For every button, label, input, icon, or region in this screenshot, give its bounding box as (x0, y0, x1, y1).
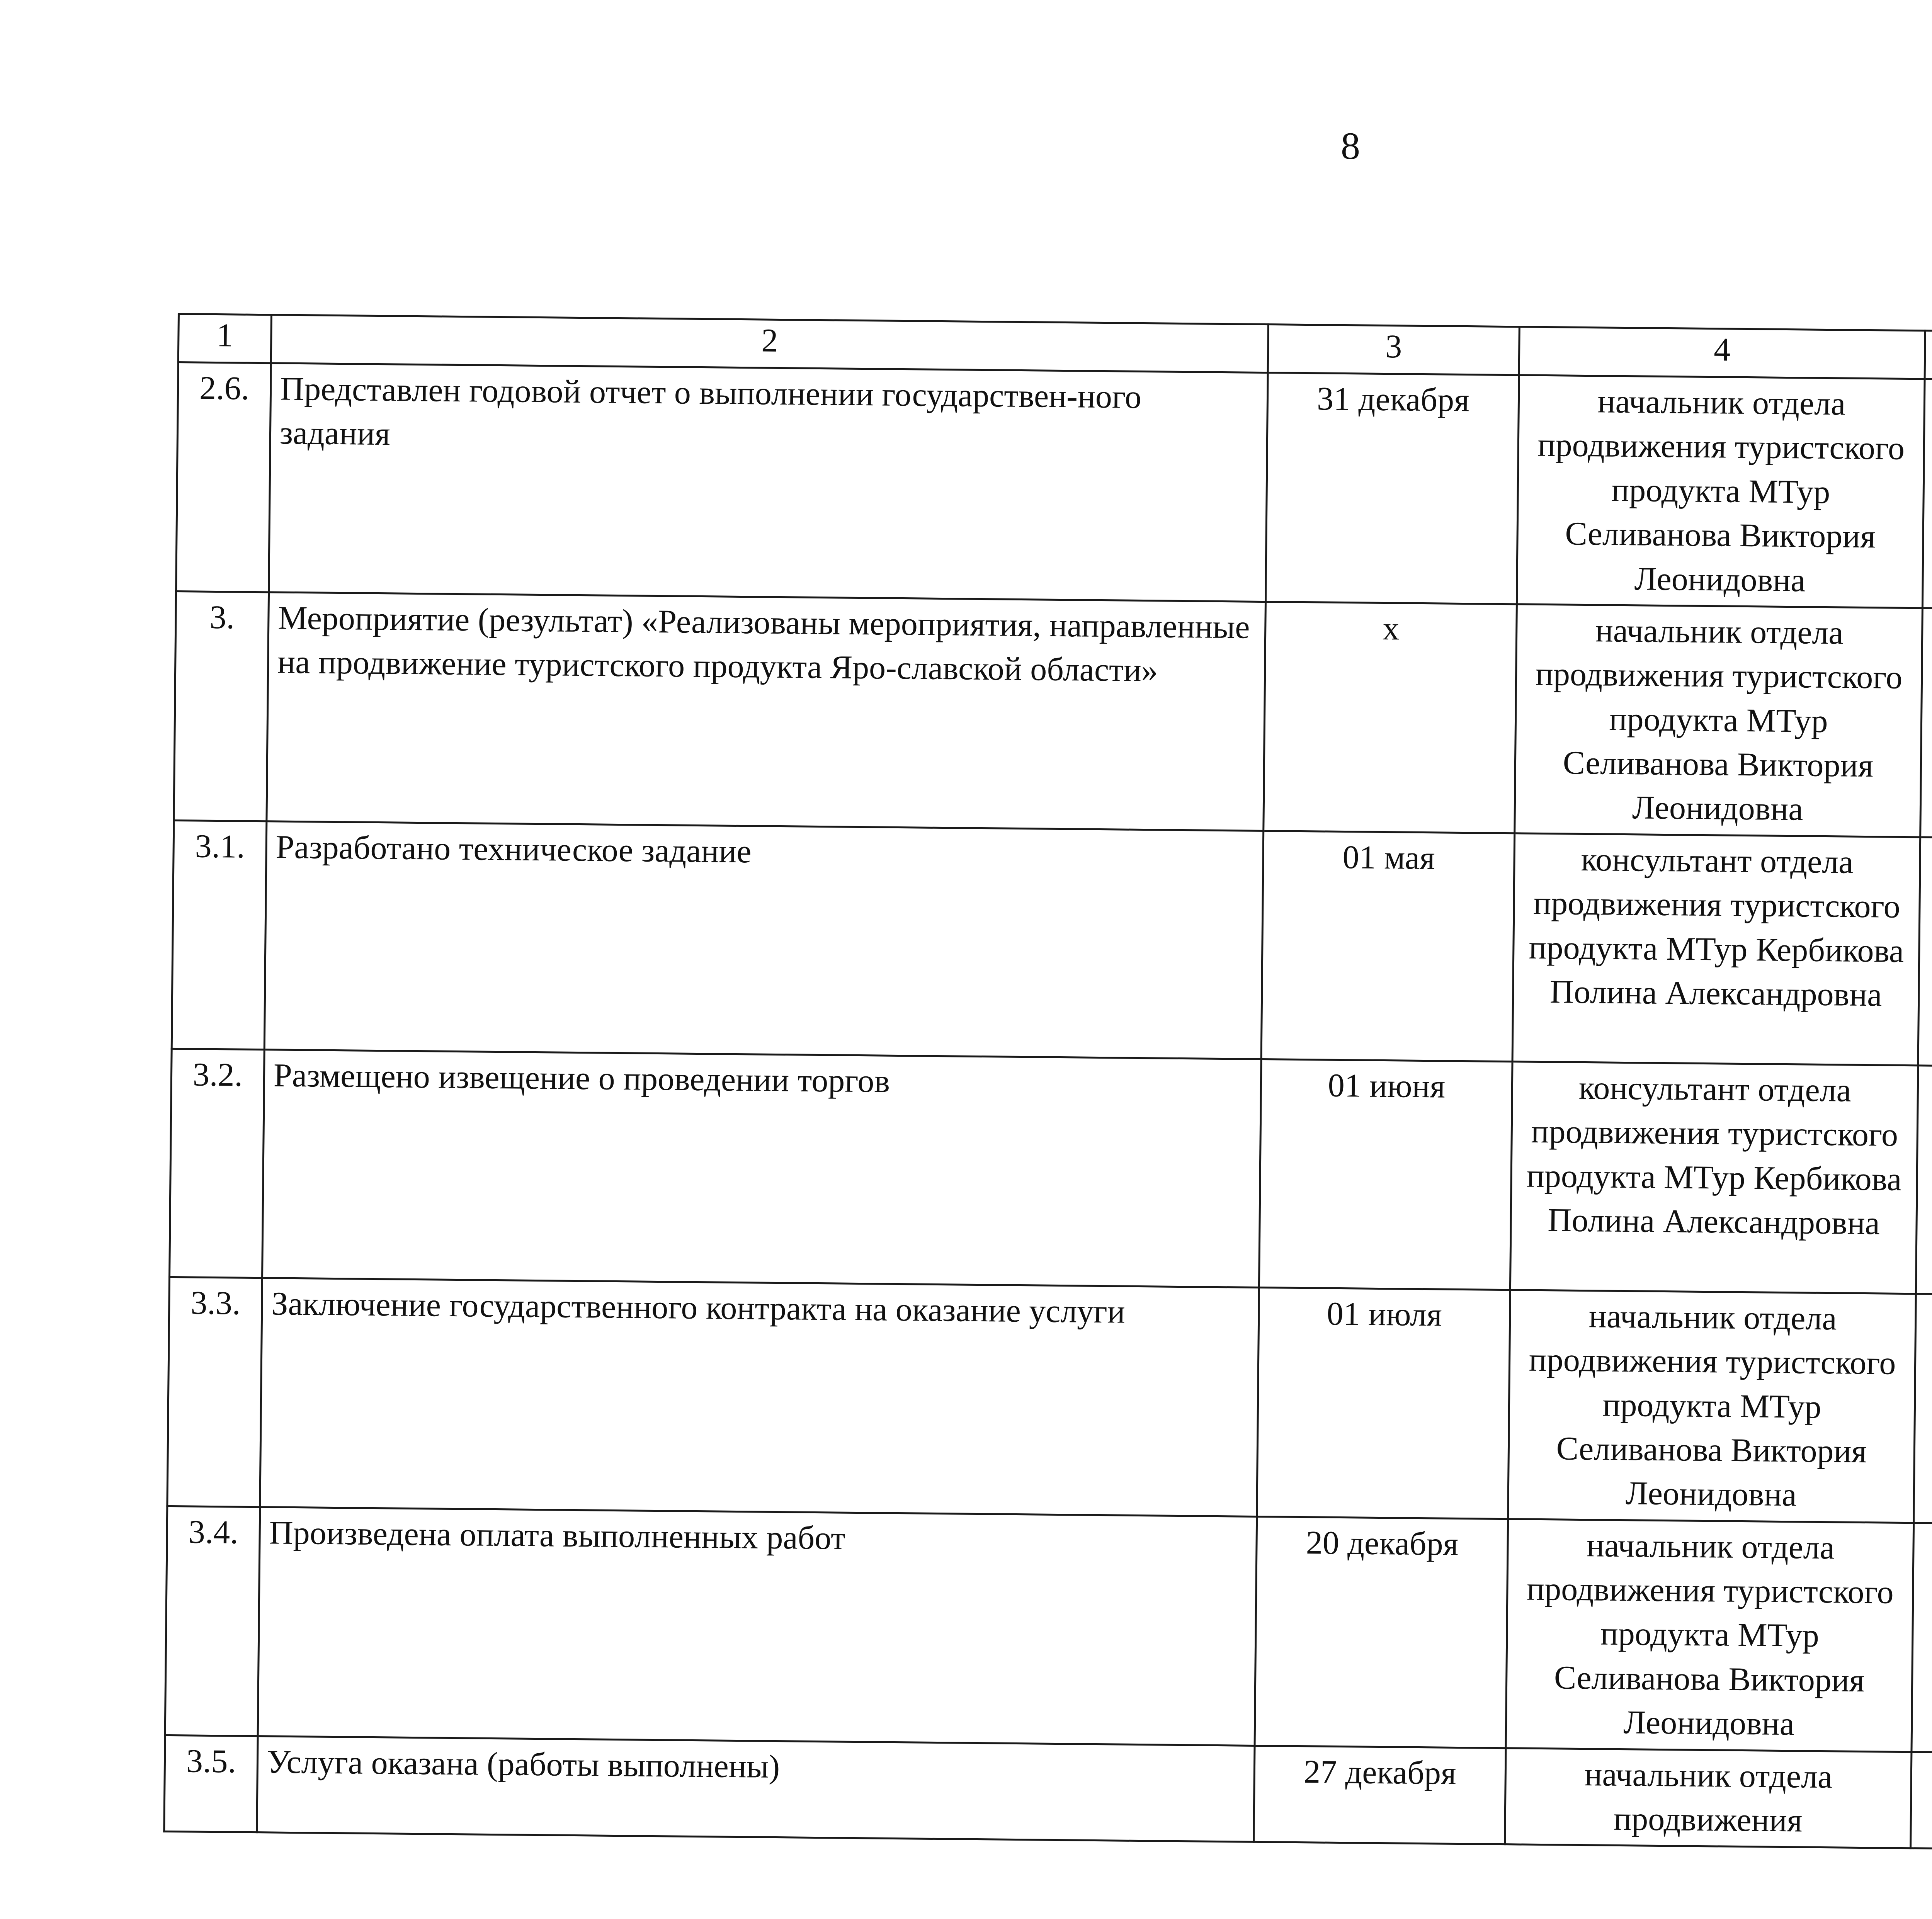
row-number: 3.1. (172, 820, 267, 1049)
page-number: 8 (1341, 124, 1360, 167)
row-name: Представлен годовой отчет о выполнении государствен-ного задания (269, 363, 1268, 602)
row-date: 01 июля (1257, 1287, 1510, 1519)
column-header: 2 (271, 315, 1268, 373)
row-document (1918, 837, 1932, 1068)
table-row (174, 591, 1932, 843)
row-name: Произведена оплата выполненных работ (258, 1507, 1257, 1746)
row-document (1916, 1066, 1932, 1297)
row-number: 3.3. (167, 1277, 262, 1507)
row-date: 01 мая (1261, 831, 1515, 1061)
row-name: Размещено извещение о проведении торгов (262, 1049, 1262, 1287)
row-number: 3.4. (165, 1506, 260, 1736)
row-date: 31 декабря (1265, 373, 1519, 604)
column-header: 4 (1519, 327, 1925, 379)
row-name: Услуга оказана (работы выполнены) (257, 1736, 1255, 1842)
table-row (176, 362, 1932, 614)
row-number: 3.2. (170, 1049, 265, 1278)
row-document (1920, 608, 1932, 840)
table-row (172, 820, 1932, 1071)
column-header: 3 (1268, 325, 1519, 375)
plan-table (163, 313, 1932, 1855)
row-date: 20 декабря (1255, 1516, 1508, 1748)
row-number: 3.5. (164, 1735, 258, 1832)
column-header (1925, 331, 1932, 382)
row-date: 01 июня (1259, 1059, 1512, 1290)
table-row (167, 1277, 1932, 1528)
table-row (170, 1049, 1932, 1299)
row-name: Мероприятие (результат) «Реализованы мероприятия, направленные на продвижение туристского продукта Яро-славской области» (267, 592, 1266, 831)
row-responsible: начальник отдела продвижения (1505, 1748, 1912, 1848)
row-document (1911, 1752, 1932, 1851)
row-name: Заключение государственного контракта на оказание услуги (260, 1278, 1259, 1516)
row-responsible: консультант отдела продвижения туристского продукта МТур Кербикова Полина Александровна (1510, 1061, 1918, 1293)
column-header: 1 (178, 314, 271, 363)
row-number: 3. (174, 591, 269, 821)
table-row (164, 1735, 1932, 1854)
row-responsible: начальник отдела продвижения туристского продукта МТур Селиванова Виктория Леонидовна (1517, 375, 1925, 608)
row-document (1912, 1523, 1932, 1754)
row-responsible: начальник отдела продвижения туристского продукта МТур Селиванова Виктория Леонидовна (1508, 1290, 1916, 1523)
row-name: Разработано техническое задание (264, 821, 1264, 1059)
row-number: 2.6. (176, 362, 271, 592)
row-document (1914, 1294, 1932, 1526)
row-date: х (1264, 602, 1517, 833)
row-date: 27 декабря (1254, 1746, 1506, 1844)
row-responsible: начальник отдела продвижения туристского продукта МТур Селиванова Виктория Леонидовна (1506, 1519, 1914, 1752)
row-responsible: консультант отдела продвижения туристского продукта МТур Кербикова Полина Александровна (1512, 833, 1920, 1066)
row-responsible: начальник отдела продвижения туристского продукта МТур Селиванова Виктория Леонидовна (1515, 604, 1923, 837)
table-row (165, 1506, 1932, 1758)
